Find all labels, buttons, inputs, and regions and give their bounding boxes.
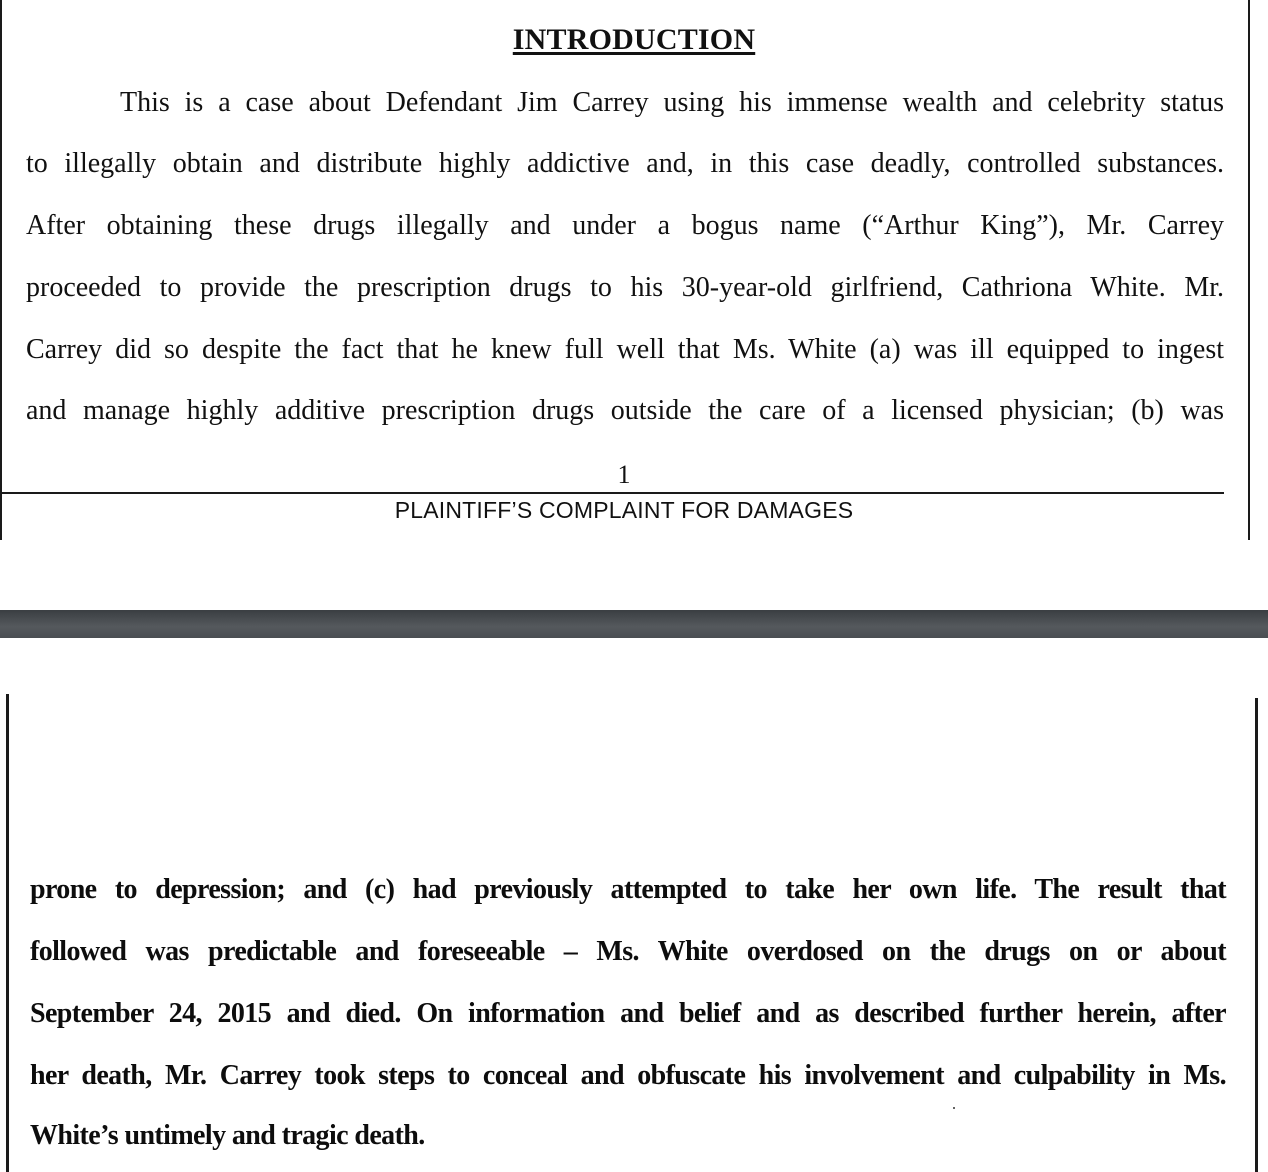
scan-speck (953, 1107, 955, 1109)
paragraph-line-4: proceeded to provide the prescription drugs to his 30-year-old girlfriend, Cathriona White. Mr. (26, 272, 1224, 303)
section-heading: INTRODUCTION (512, 23, 756, 56)
paragraph-line-3: After obtaining these drugs illegally and under a bogus name (“Arthur King”), Mr. Carrey (26, 210, 1224, 241)
paragraph-line-2: to illegally obtain and distribute highly addictive and, in this case deadly, controlled substances. (26, 148, 1224, 179)
paragraph-line-8: followed was predictable and foreseeable – Ms. White overdosed on the drugs on or about (30, 936, 1226, 967)
footer-title: PLAINTIFF’S COMPLAINT FOR DAMAGES (394, 497, 854, 523)
paragraph-line-9: September 24, 2015 and died. On information and belief and as described further herein, after (30, 998, 1226, 1029)
paragraph-line-7: prone to depression; and (c) had previously attempted to take her own life. The result that (30, 874, 1226, 905)
page-divider-bar (0, 610, 1268, 638)
right-margin-line (1255, 698, 1258, 1172)
right-margin-line (1248, 0, 1250, 540)
paragraph-line-5: Carrey did so despite the fact that he knew full well that Ms. White (a) was ill equipped to ingest (26, 334, 1224, 365)
footer-rule (0, 492, 1224, 494)
page-number: 1 (617, 460, 631, 489)
left-margin-line (0, 0, 2, 540)
left-margin-line (6, 694, 9, 1172)
paragraph-line-10: her death, Mr. Carrey took steps to conceal and obfuscate his involvement and culpability in Ms. (30, 1060, 1226, 1091)
bottom-page (0, 638, 1268, 1172)
paragraph-line-11: White’s untimely and tragic death. (30, 1120, 425, 1151)
paragraph-line-6: and manage highly additive prescription drugs outside the care of a licensed physician; (b) was (26, 395, 1224, 426)
paragraph-line-1: This is a case about Defendant Jim Carrey using his immense wealth and celebrity status (120, 87, 1224, 118)
